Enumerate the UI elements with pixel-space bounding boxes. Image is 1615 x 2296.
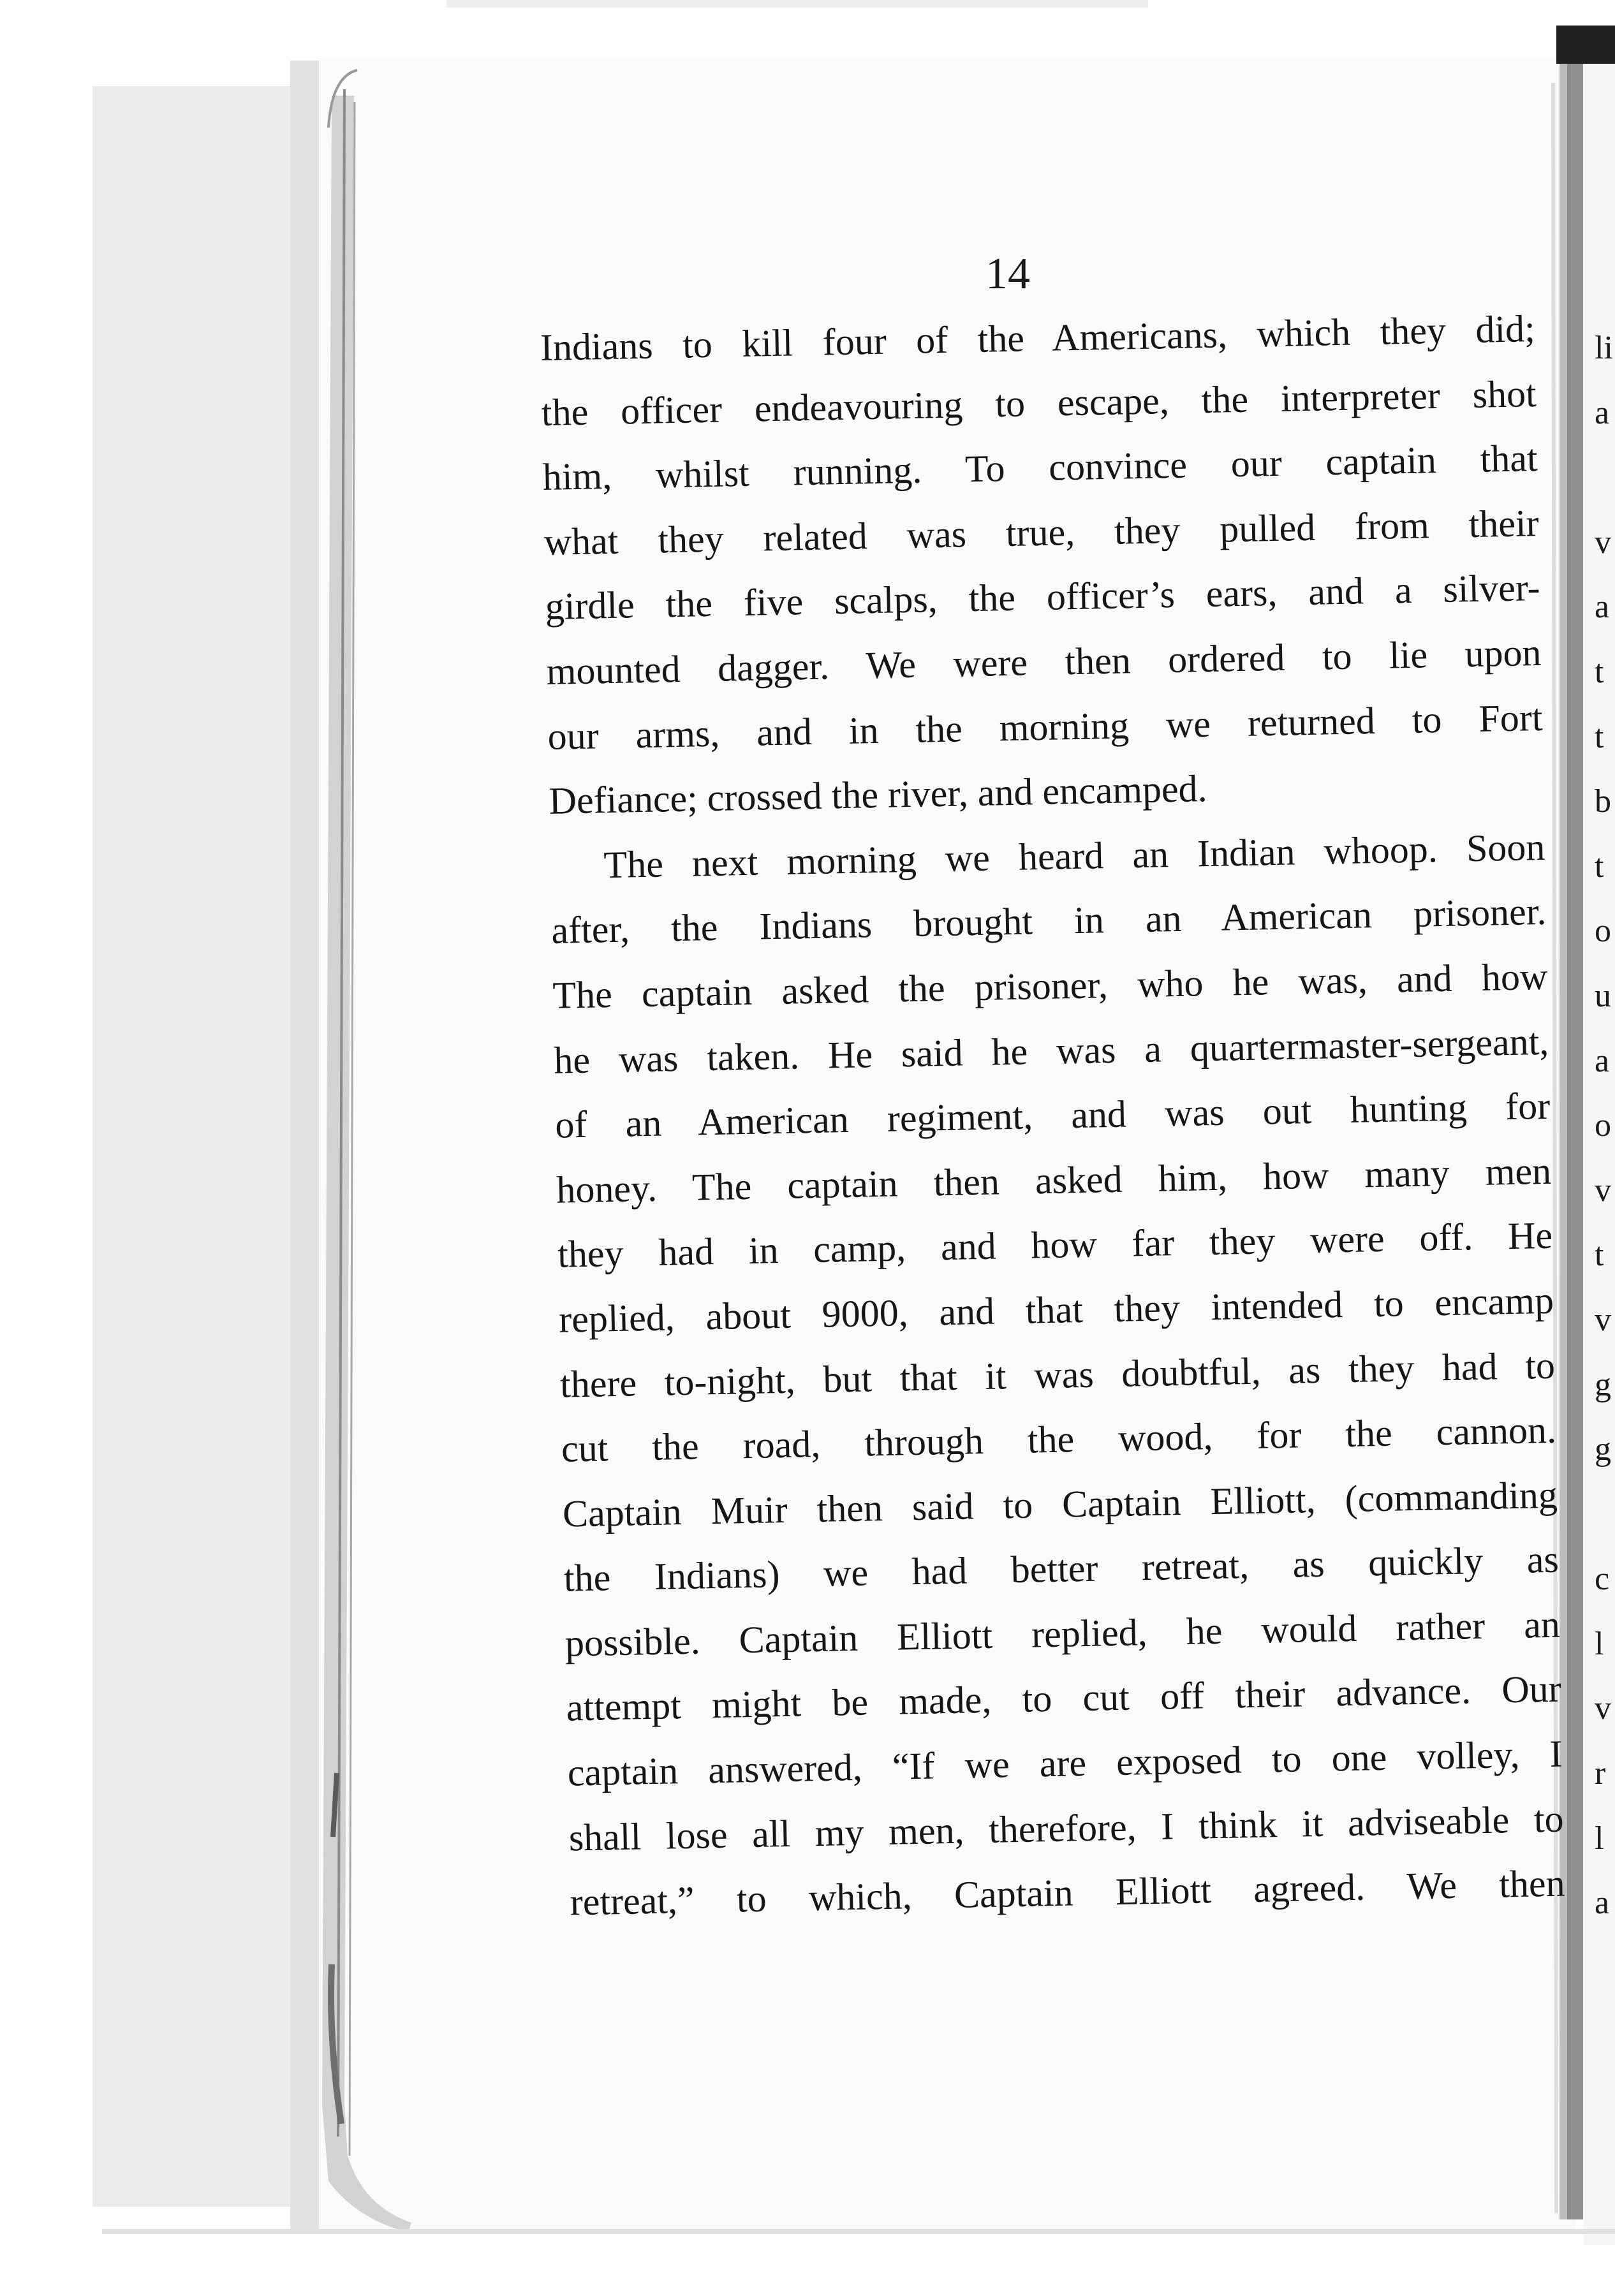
text-line: after, the Indians brought in an American prisoner.: [550, 890, 1547, 952]
text-line: honey. The captain then asked him, how many men: [556, 1149, 1552, 1211]
facing-page-letter: g: [1595, 1366, 1611, 1403]
facing-page-letter: g: [1595, 1431, 1611, 1468]
facing-page-letter: o: [1595, 913, 1611, 950]
paragraph-start-line: The next morning we heard an Indian whoop. Soon: [603, 825, 1545, 886]
facing-page-letter: [1595, 1482, 1615, 1547]
facing-page-letter: b: [1595, 783, 1611, 820]
facing-page-letter: v: [1595, 1690, 1611, 1727]
facing-page-letter: l: [1595, 1820, 1604, 1857]
facing-page-margin: [1595, 316, 1615, 1936]
facing-page-letter: t: [1595, 848, 1604, 885]
facing-page-letter: v: [1595, 1172, 1611, 1209]
facing-page-letter: c: [1595, 1561, 1610, 1598]
page-number: 14: [985, 249, 1030, 298]
facing-page-letter: u: [1595, 977, 1611, 1014]
facing-page-letter: a: [1595, 1885, 1610, 1922]
text-line: attempt might be made, to cut off their advance. Our: [566, 1668, 1562, 1730]
text-line: there to-night, but that it was doubtful, as they had to: [559, 1344, 1556, 1406]
text-line: the officer endeavouring to escape, the interpreter shot: [541, 372, 1537, 434]
text-line: shall lose all my men, therefore, I think it adviseable to: [568, 1797, 1565, 1859]
facing-page-letter: t: [1595, 653, 1604, 690]
text-line: replied, about 9000, and that they intended to encamp: [558, 1279, 1554, 1341]
text-line: The captain asked the prisoner, who he was, and how: [552, 955, 1548, 1017]
text-line: the Indians) we had better retreat, as quickly as: [563, 1538, 1560, 1600]
text-line: retreat,” to which, Captain Elliott agreed. We then: [570, 1862, 1566, 1924]
text-line: him, whilst running. To convince our captain that: [542, 437, 1538, 499]
text-line: of an American regiment, and was out hunting for: [554, 1084, 1551, 1146]
text-line: Captain Muir then said to Captain Elliott, (commanding: [562, 1473, 1558, 1535]
facing-page-letter: a: [1595, 589, 1610, 626]
text-line: girdle the five scalps, the officer’s ears, and a silver-: [545, 566, 1541, 628]
facing-page-letter: [1595, 445, 1615, 510]
facing-page-letter: t: [1595, 718, 1604, 755]
text-line: mounted dagger. We were then ordered to lie upon: [546, 631, 1542, 693]
text-line: he was taken. He said he was a quartermaster-sergeant,: [553, 1020, 1549, 1082]
text-line: Indians to kill four of the Americans, which they did;: [540, 307, 1536, 369]
facing-page-letter: o: [1595, 1107, 1611, 1144]
facing-page-letter: a: [1595, 394, 1610, 431]
facing-page-letter: t: [1595, 1237, 1604, 1274]
facing-page-letter: v: [1595, 1301, 1611, 1338]
body-text: [540, 297, 1565, 1935]
facing-page-letter: r: [1595, 1755, 1606, 1792]
text-line: our arms, and in the morning we returned to Fort: [547, 696, 1544, 758]
facing-page-letter: v: [1595, 524, 1611, 561]
text-line: possible. Captain Elliott replied, he would rather an: [564, 1603, 1561, 1665]
text-line: what they related was true, they pulled from their: [543, 501, 1540, 563]
facing-page-letter: li: [1595, 330, 1613, 366]
text-line: they had in camp, and how far they were off. He: [557, 1214, 1553, 1276]
text-line: Defiance; crossed the river, and encamped.: [548, 767, 1208, 823]
facing-page-letter: a: [1595, 1042, 1610, 1079]
facing-page-letter: l: [1595, 1625, 1604, 1662]
text-line: captain answered, “If we are exposed to one volley, I: [567, 1732, 1563, 1794]
text-line: cut the road, through the wood, for the cannon.: [561, 1408, 1557, 1470]
